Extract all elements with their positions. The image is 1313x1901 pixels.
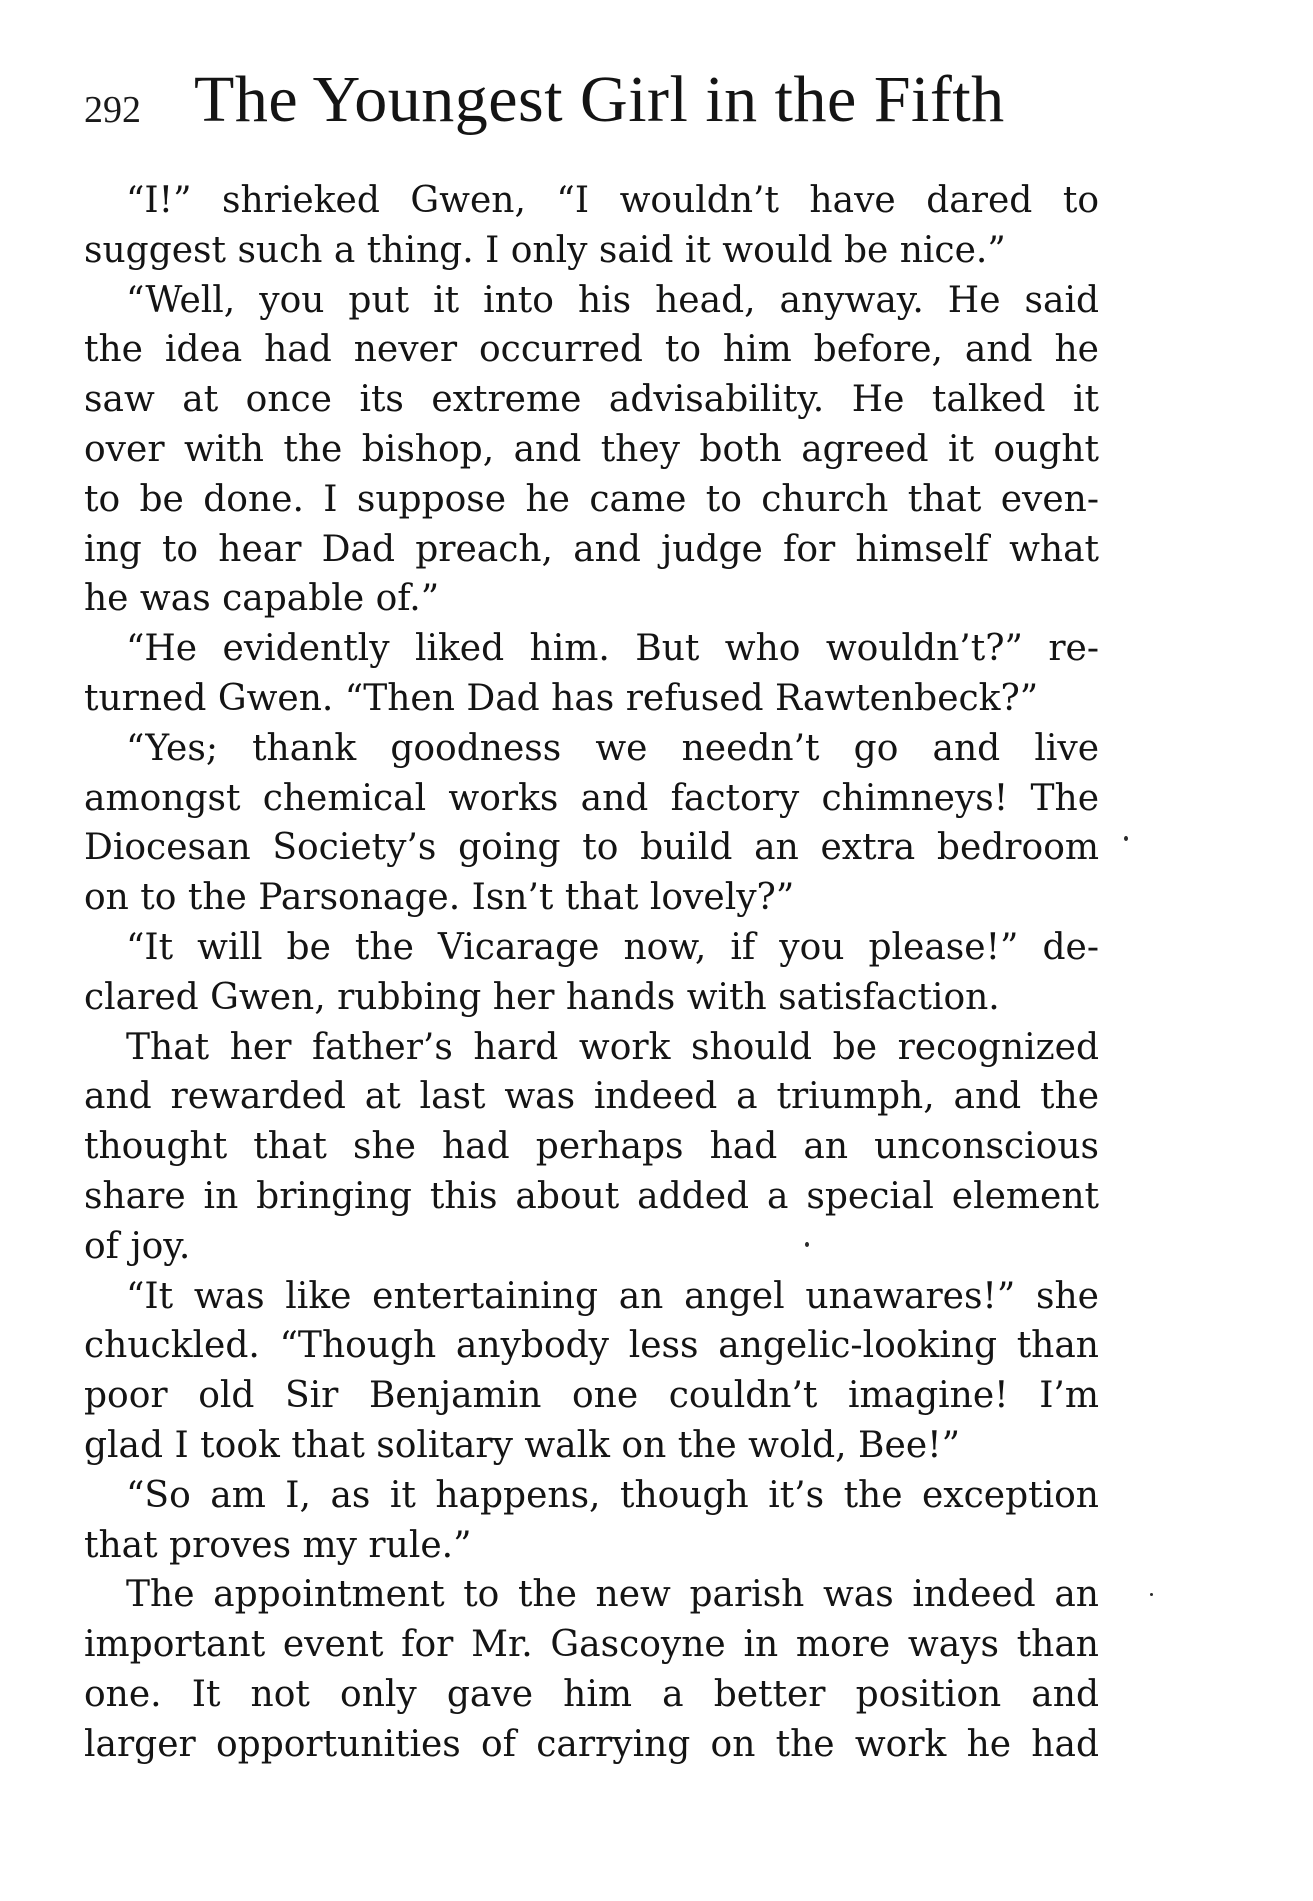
text-line: the idea had never occurred to him before, and he [84, 329, 1099, 371]
text-line: turned Gwen. “Then Dad has refused Rawtenbeck?” [84, 677, 1039, 719]
page-number: 292 [84, 89, 141, 131]
text-line: “So am I, as it happens, though it’s the exception [126, 1474, 1099, 1516]
ink-speck [1124, 836, 1128, 841]
text-line: suggest such a thing. I only said it would be nice.” [84, 229, 1006, 271]
text-line: Diocesan Society’s going to build an extra bedroom [84, 827, 1099, 869]
ink-speck [805, 1242, 809, 1247]
text-line: chuckled. “Though anybody less angelic-looking than [84, 1325, 1099, 1367]
text-line: amongst chemical works and factory chimneys! The [84, 777, 1099, 819]
text-line: “He evidently liked him. But who wouldn’t?” re- [126, 628, 1099, 670]
text-line: one. It not only gave him a better position and [84, 1673, 1099, 1715]
text-line: of joy. [84, 1225, 191, 1267]
text-line: poor old Sir Benjamin one couldn’t imagine! I’m [84, 1375, 1099, 1417]
text-line: thought that she had perhaps had an unconscious [84, 1126, 1099, 1168]
text-line: The appointment to the new parish was indeed an [126, 1574, 1099, 1616]
text-line: glad I took that solitary walk on the wold, Bee!” [84, 1424, 960, 1466]
text-line: “It was like entertaining an angel unawares!” she [126, 1275, 1099, 1317]
text-line: saw at once its extreme advisability. He talked it [84, 379, 1099, 421]
ink-speck [1150, 1593, 1153, 1596]
text-line: over with the bishop, and they both agreed it ought [84, 428, 1099, 470]
text-line: on to the Parsonage. Isn’t that lovely?” [84, 877, 795, 919]
text-line: that proves my rule.” [84, 1524, 472, 1566]
running-title: The Youngest Girl in the Fifth [194, 63, 1005, 136]
text-line: important event for Mr. Gascoyne in more ways than [84, 1624, 1099, 1666]
text-line: ing to hear Dad preach, and judge for himself what [84, 528, 1099, 570]
text-line: share in bringing this about added a special element [84, 1175, 1099, 1217]
text-line: clared Gwen, rubbing her hands with satisfaction. [84, 976, 1000, 1018]
text-line: larger opportunities of carrying on the work he had [84, 1723, 1099, 1765]
text-line: “I!” shrieked Gwen, “I wouldn’t have dared to [126, 180, 1099, 221]
text-line: he was capable of.” [84, 578, 440, 620]
page-header [84, 62, 1104, 142]
text-line: “It will be the Vicarage now, if you please!” de- [126, 926, 1099, 968]
text-line: That her father’s hard work should be recognized [126, 1026, 1099, 1068]
text-line: “Well, you put it into his head, anyway. He said [126, 279, 1099, 321]
text-line: to be done. I suppose he came to church that even- [84, 478, 1099, 520]
text-line: and rewarded at last was indeed a triumph, and the [84, 1076, 1099, 1118]
body-text [84, 176, 1099, 1770]
text-line: “Yes; thank goodness we needn’t go and live [126, 727, 1099, 769]
